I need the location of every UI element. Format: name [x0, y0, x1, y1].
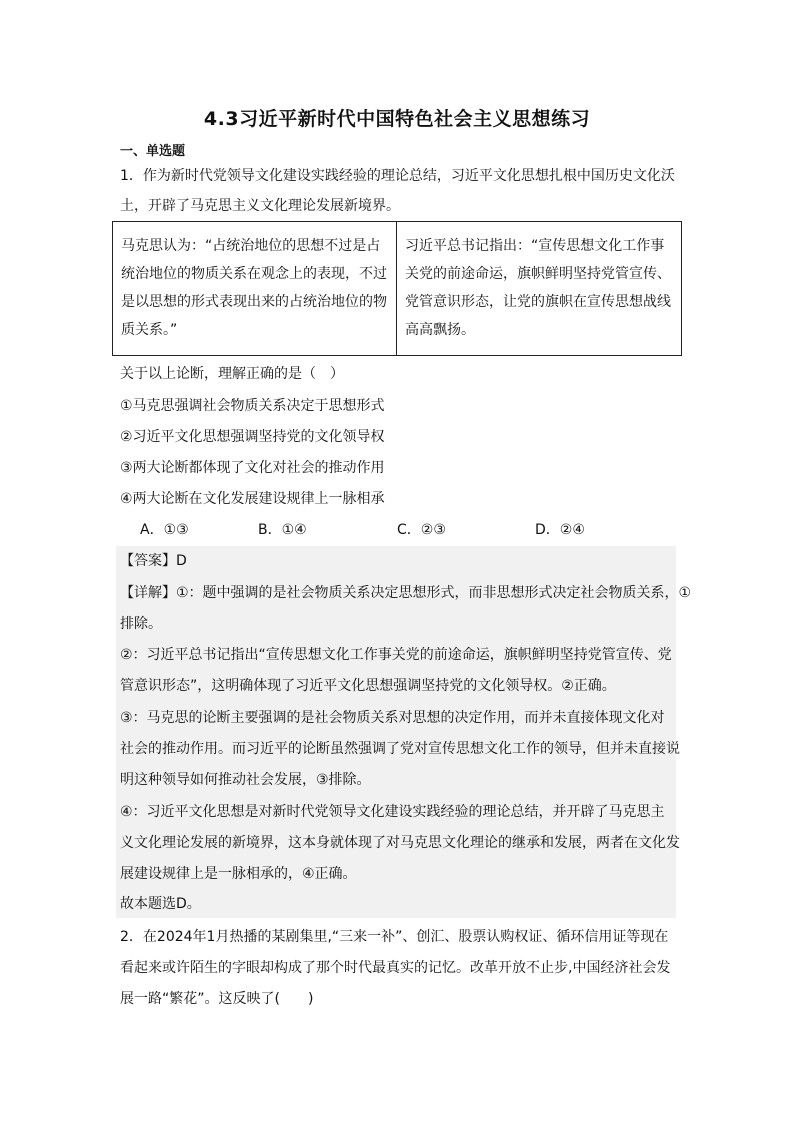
- page-title: 4.3习近平新时代中国特色社会主义思想练习: [203, 108, 591, 130]
- explanation-line: ③：马克思的论断主要强调的是社会物质关系对思想的决定作用，而并未直接体现文化对: [120, 710, 665, 726]
- statement-4: ④两大论断在文化发展建设规律上一脉相承: [120, 491, 385, 507]
- explanation-line: ④：习近平文化思想是对新时代党领导文化建设实践经验的理论总结，并开辟了马克思主: [120, 804, 665, 820]
- q2-stem-line: 看起来或许陌生的字眼却构成了那个时代最真实的记忆。改革开放不止步,中国经济社会发: [120, 960, 671, 976]
- q1-stem-line: 土，开辟了马克思主义文化理论发展新境界。: [120, 198, 400, 214]
- explanation-line: 社会的推动作用。而习近平的论断虽然强调了党对宣传思想文化工作的领导，但并未直接说: [120, 741, 680, 757]
- xi-quote-cell: 习近平总书记指出：“宣传思想文化工作事关党的前途命运，旗帜鲜明坚持党管宣传、党管意识形态，让党的旗帜在宣传思想战线高高飘扬。: [405, 238, 671, 338]
- choice-a[interactable]: A．①③: [140, 522, 189, 538]
- explanation-line: 【详解】①：题中强调的是社会物质关系决定思想形式，而非思想形式决定社会物质关系，①: [120, 585, 692, 601]
- explanation-line: ②：习近平总书记指出“宣传思想文化工作事关党的前途命运，旗帜鲜明坚持党管宣传、党: [120, 647, 672, 663]
- explanation-line: 排除。: [120, 616, 162, 632]
- choice-c[interactable]: C．②③: [397, 522, 446, 538]
- statement-1: ①马克思强调社会物质关系决定于思想形式: [120, 398, 385, 414]
- explanation-line: 展建设规律上是一脉相承的，④正确。: [120, 866, 357, 882]
- q2-stem-line: 2．在2024年1月热播的某剧集里,“三来一补”、创汇、股票认购权证、循环信用证等现在: [120, 929, 669, 945]
- explanation-line: 明这种领导如何推动社会发展，③排除。: [120, 772, 371, 788]
- q1-stem-line: 1．作为新时代党领导文化建设实践经验的理论总结，习近平文化思想扎根中国历史文化沃: [120, 168, 675, 184]
- choice-d[interactable]: D．②④: [535, 522, 585, 538]
- section-heading: 一、单选题: [120, 144, 186, 159]
- answer-label: 【答案】D: [120, 553, 187, 569]
- q2-stem-line: 展一路“繁花”。这反映了( ): [120, 991, 314, 1007]
- statement-3: ③两大论断都体现了文化对社会的推动作用: [120, 460, 385, 476]
- explanation-line: 管意识形态”，这明确体现了习近平文化思想强调坚持党的文化领导权。②正确。: [120, 678, 616, 694]
- explanation-line: 义文化理论发展的新境界，这本身就体现了对马克思文化理论的继承和发展，两者在文化发: [120, 835, 680, 851]
- quote-table: [112, 221, 682, 356]
- explanation-line: 故本题选D。: [120, 896, 201, 912]
- choice-b[interactable]: B．①④: [258, 522, 307, 538]
- marx-quote-cell: 马克思认为：“占统治地位的思想不过是占统治地位的物质关系在观念上的表现，不过是以思想的形式表现出来的占统治地位的物质关系。”: [113, 222, 397, 355]
- q1-prompt: 关于以上论断，理解正确的是（ ）: [120, 366, 344, 382]
- statement-2: ②习近平文化思想强调坚持党的文化领导权: [120, 429, 385, 445]
